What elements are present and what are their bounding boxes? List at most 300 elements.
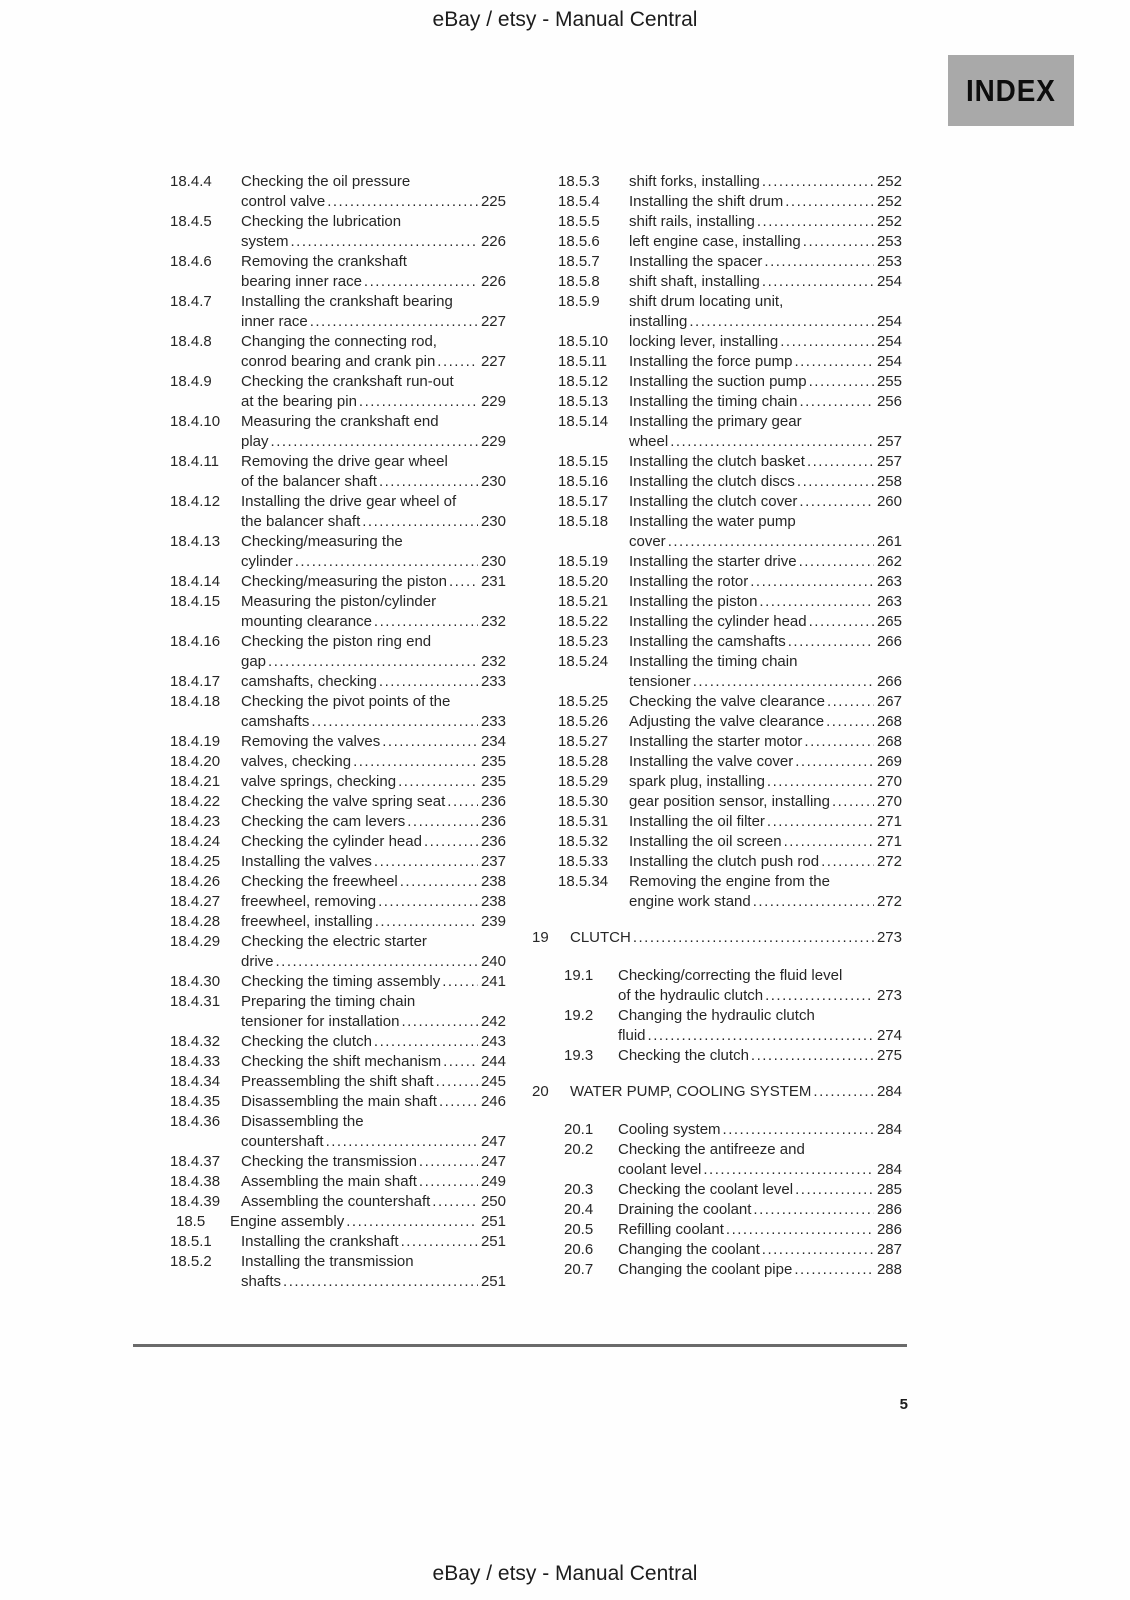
toc-entry-title-line: Checking/measuring the piston: [241, 573, 447, 590]
toc-entry: [558, 612, 902, 632]
dot-leader: [276, 952, 478, 972]
dot-leader: [407, 812, 478, 832]
toc-entry-title-line: Installing the cylinder head: [629, 613, 807, 630]
dot-leader: [809, 612, 874, 632]
toc-entry: [558, 632, 902, 652]
toc-entry-number: 20.6: [564, 1241, 594, 1258]
toc-entry-title: [241, 492, 506, 532]
toc-entry-title-line: Checking/correcting the fluid level: [618, 967, 843, 984]
toc-entry-number: 18.5.29: [558, 773, 609, 790]
toc-entry-page: 252: [876, 213, 902, 230]
dot-leader: [424, 832, 478, 852]
toc-entry-title: [241, 532, 506, 572]
toc-entry-title: [629, 772, 902, 792]
dot-leader: [311, 712, 478, 732]
toc-entry: [558, 332, 902, 352]
dot-leader: [443, 1052, 478, 1072]
toc-entry-title-line: Preassembling the shift shaft: [241, 1073, 434, 1090]
toc-entry: [558, 592, 902, 612]
dot-leader: [785, 192, 874, 212]
toc-entry-number: 18.4.13: [170, 533, 221, 550]
toc-entry: [170, 1052, 506, 1072]
page-footer-title: eBay / etsy - Manual Central: [432, 1562, 698, 1585]
dot-leader: [364, 272, 478, 292]
toc-entry-title-line: Changing the coolant pipe: [618, 1261, 793, 1278]
toc-entry-title: [629, 272, 902, 292]
toc-entry-title: [241, 632, 506, 672]
dot-leader: [633, 928, 874, 948]
toc-entry-title: [241, 1052, 506, 1072]
dot-leader: [401, 1012, 478, 1032]
toc-entry-title-line: Checking the valve spring seat: [241, 793, 446, 810]
toc-entry-title: [241, 1032, 506, 1052]
toc-entry-page: 245: [480, 1073, 506, 1090]
toc-entry-title-line: Installing the timing chain: [629, 653, 798, 670]
toc-entry-title-line: Installing the force pump: [629, 353, 793, 370]
toc-entry-number: 18.5.10: [558, 333, 609, 350]
dot-leader: [449, 572, 478, 592]
toc-entry-number: 18.5.20: [558, 573, 609, 590]
toc-entry-title-line: wheel: [629, 433, 669, 450]
toc-entry-number: 18.5.28: [558, 753, 609, 770]
toc-entry: [558, 1180, 902, 1200]
toc-entry: [558, 372, 902, 392]
toc-entry: [170, 672, 506, 692]
dot-leader: [378, 892, 478, 912]
toc-entry-title-line: fluid: [618, 1027, 646, 1044]
toc-entry-page: 260: [876, 493, 902, 510]
toc-entry: [558, 1140, 902, 1180]
toc-entry-title-line: Checking the piston ring end: [241, 633, 432, 650]
toc-entry: [558, 172, 902, 192]
toc-entry: [558, 852, 902, 872]
toc-entry-title: [629, 832, 902, 852]
toc-entry-page: 254: [876, 353, 902, 370]
toc-entry: [558, 192, 902, 212]
dot-leader: [799, 492, 874, 512]
toc-entry-title: [618, 1260, 902, 1280]
toc-entry-title-line: drive: [241, 953, 274, 970]
toc-entry: [170, 172, 506, 212]
toc-entry-title-line: valve springs, checking: [241, 773, 397, 790]
toc-entry-number: 18.4.6: [170, 253, 212, 270]
toc-entry-title-line: Checking the lubrication: [241, 213, 402, 230]
dot-leader: [419, 1152, 478, 1172]
toc-entry-number: 20.4: [564, 1201, 594, 1218]
toc-entry-number: 20: [532, 1083, 549, 1100]
dot-leader: [803, 232, 874, 252]
toc-entry-title-line: Installing the oil screen: [629, 833, 782, 850]
toc-entry-number: 18.5.32: [558, 833, 609, 850]
toc-entry-page: 261: [876, 533, 902, 550]
toc-entry-page: 230: [480, 513, 506, 530]
toc-entry-title-line: Installing the valve cover: [629, 753, 794, 770]
toc-entry-page: 270: [876, 793, 902, 810]
toc-entry-page: 271: [876, 833, 902, 850]
toc-entry-number: 18.4.30: [170, 973, 221, 990]
toc-entry-title-line: Measuring the crankshaft end: [241, 413, 439, 430]
toc-entry-title: [241, 1252, 506, 1292]
toc-entry-number: 18.4.25: [170, 853, 221, 870]
toc-entry-number: 18.4.26: [170, 873, 221, 890]
toc-entry: [558, 712, 902, 732]
dot-leader: [703, 1160, 874, 1180]
toc-entry-title: [241, 912, 506, 932]
toc-entry-page: 272: [876, 853, 902, 870]
dot-leader: [767, 772, 874, 792]
toc-entry-title-line: Checking the antifreeze and: [618, 1141, 805, 1158]
toc-entry-title-line: Installing the starter drive: [629, 553, 797, 570]
toc-entry-title-line: Disassembling the: [241, 1113, 364, 1130]
toc-entry-page: 239: [480, 913, 506, 930]
toc-entry: [170, 532, 506, 572]
toc-entry-title-line: Installing the timing chain: [629, 393, 798, 410]
toc-entry-page: 238: [480, 873, 506, 890]
toc-entry-page: 233: [480, 673, 506, 690]
toc-entry-title-line: Checking the timing assembly: [241, 973, 441, 990]
toc-entry-number: 18.5.15: [558, 453, 609, 470]
toc-entry: [170, 412, 506, 452]
toc-entry-title-line: shift shaft, installing: [629, 273, 760, 290]
toc-entry: [558, 1240, 902, 1260]
toc-entry-title: [241, 732, 506, 752]
dot-leader: [788, 632, 874, 652]
dot-leader: [780, 332, 874, 352]
toc-entry-page: 251: [480, 1213, 506, 1230]
toc-entry-number: 18.4.37: [170, 1153, 221, 1170]
toc-entry-number: 18.5.30: [558, 793, 609, 810]
toc-entry-title-line: spark plug, installing: [629, 773, 765, 790]
toc-entry-number: 18.5.19: [558, 553, 609, 570]
toc-entry-number: 18.4.10: [170, 413, 221, 430]
toc-entry: [170, 1192, 506, 1212]
dot-leader: [432, 1192, 478, 1212]
toc-entry-number: 19: [532, 929, 549, 946]
toc-entry-page: 286: [876, 1221, 902, 1238]
toc-entry-page: 247: [480, 1153, 506, 1170]
dot-leader: [764, 252, 874, 272]
toc-entry: [170, 632, 506, 672]
dot-leader: [797, 472, 874, 492]
toc-entry-page: 271: [876, 813, 902, 830]
toc-entry-page: 255: [876, 373, 902, 390]
toc-entry: [558, 292, 902, 332]
toc-entry-title-line: shafts: [241, 1273, 282, 1290]
toc-entry-title: [241, 772, 506, 792]
dot-leader: [753, 892, 874, 912]
index-tab-label: INDEX: [966, 72, 1056, 108]
toc-entry-page: 229: [480, 393, 506, 410]
toc-entry-number: 18.4.21: [170, 773, 221, 790]
toc-entry: [170, 692, 506, 732]
toc-entry-number: 19.1: [564, 967, 594, 984]
toc-entry-page: 226: [480, 273, 506, 290]
dot-leader: [439, 1092, 478, 1112]
toc-entry-page: 265: [876, 613, 902, 630]
toc-entry-page: 231: [480, 573, 506, 590]
dot-leader: [693, 672, 874, 692]
dot-leader: [795, 752, 874, 772]
dot-leader: [382, 732, 478, 752]
toc-entry-page: 284: [876, 1083, 902, 1100]
toc-entry-title: [241, 212, 506, 252]
toc-entry-title: [629, 812, 902, 832]
toc-entry-page: 225: [480, 193, 506, 210]
toc-entry: [558, 572, 902, 592]
toc-entry-page: 234: [480, 733, 506, 750]
toc-entry-title: [629, 512, 902, 552]
dot-leader: [374, 1032, 478, 1052]
dot-leader: [807, 452, 874, 472]
toc-entry-title: [629, 212, 902, 232]
toc-entry: [170, 1152, 506, 1172]
toc-entry-title-line: Installing the rotor: [629, 573, 749, 590]
toc-entry: [170, 1032, 506, 1052]
toc-entry-title-line: play: [241, 433, 269, 450]
toc-entry-page: 251: [480, 1233, 506, 1250]
toc-entry-title-line: Checking the clutch: [241, 1033, 372, 1050]
toc-entry-page: 284: [876, 1161, 902, 1178]
dot-leader: [327, 192, 478, 212]
toc-entry-title: [241, 452, 506, 492]
toc-entry: [170, 1172, 506, 1192]
toc-entry-title-line: countershaft: [241, 1133, 324, 1150]
dot-leader: [346, 1212, 478, 1232]
toc-entry-page: 250: [480, 1193, 506, 1210]
toc-entry-number: 18.4.8: [170, 333, 212, 350]
toc-entry-page: 235: [480, 773, 506, 790]
toc-entry: [558, 412, 902, 452]
toc-entry-page: 236: [480, 793, 506, 810]
dot-leader: [295, 552, 478, 572]
toc-chapter-entry: [532, 928, 902, 948]
toc-entry: [558, 232, 902, 252]
toc-entry-title: [629, 572, 902, 592]
toc-entry: [170, 732, 506, 752]
dot-leader: [291, 232, 478, 252]
toc-entry-title-line: cylinder: [241, 553, 293, 570]
toc-entry-title: [629, 452, 902, 472]
toc-entry-number: 20.2: [564, 1141, 594, 1158]
toc-entry-number: 18.4.34: [170, 1073, 221, 1090]
toc-entry-page: 263: [876, 593, 902, 610]
toc-entry-title-line: valves, checking: [241, 753, 352, 770]
toc-entry-page: 288: [876, 1261, 902, 1278]
toc-entry-title-line: Installing the spacer: [629, 253, 763, 270]
toc-entry-title-line: Removing the valves: [241, 733, 381, 750]
dot-leader: [268, 652, 478, 672]
toc-entry: [558, 452, 902, 472]
dot-leader: [401, 1232, 478, 1252]
toc-entry-number: 18.4.23: [170, 813, 221, 830]
toc-entry: [558, 392, 902, 412]
toc-entry: [558, 552, 902, 572]
toc-entry: [170, 1252, 506, 1292]
toc-entry-title-line: Assembling the main shaft: [241, 1173, 417, 1190]
toc-entry-number: 18.4.31: [170, 993, 221, 1010]
toc-right-column: [532, 172, 902, 1280]
toc-entry-title-line: gear position sensor, installing: [629, 793, 830, 810]
toc-entry-number: 18.4.22: [170, 793, 221, 810]
toc-entry-page: 238: [480, 893, 506, 910]
toc-entry-number: 18.5.33: [558, 853, 609, 870]
toc-entry-title-line: Changing the coolant: [618, 1241, 760, 1258]
toc-entry: [558, 772, 902, 792]
toc-entry-title-line: Checking the clutch: [618, 1047, 749, 1064]
toc-entry-page: 243: [480, 1033, 506, 1050]
toc-entry-page: 273: [876, 987, 902, 1004]
dot-leader: [374, 612, 478, 632]
toc-entry: [558, 1006, 902, 1046]
toc-entry-title: [241, 892, 506, 912]
toc-entry-title: [629, 252, 902, 272]
toc-entry-page: 249: [480, 1173, 506, 1190]
dot-leader: [648, 1026, 874, 1046]
dot-leader: [762, 1240, 874, 1260]
toc-entry-title-line: Installing the transmission: [241, 1253, 414, 1270]
toc-entry-title: [618, 1046, 902, 1066]
toc-entry-page: 262: [876, 553, 902, 570]
toc-entry-title-line: engine work stand: [629, 893, 751, 910]
toc-entry-title: [241, 1232, 506, 1252]
toc-entry-title-line: Cooling system: [618, 1121, 721, 1138]
toc-entry-number: 18.4.38: [170, 1173, 221, 1190]
toc-entry-title: [629, 552, 902, 572]
toc-entry-page: 230: [480, 473, 506, 490]
toc-entry-title: [618, 966, 902, 1006]
toc-entry-title: [618, 1240, 902, 1260]
toc-entry-title: [629, 652, 902, 692]
toc-entry-number: 18.5.25: [558, 693, 609, 710]
toc-entry-number: 18.5.24: [558, 653, 609, 670]
toc-entry-page: 257: [876, 433, 902, 450]
toc-entry-number: 18.4.11: [170, 453, 219, 470]
toc-entry-page: 242: [480, 1013, 506, 1030]
toc-entry-title: [629, 392, 902, 412]
toc-entry-number: 18.4.32: [170, 1033, 221, 1050]
toc-entry-page: 257: [876, 453, 902, 470]
toc-entry-title-line: of the hydraulic clutch: [618, 987, 764, 1004]
dot-leader: [765, 986, 874, 1006]
toc-entry: [558, 812, 902, 832]
toc-entry-page: 256: [876, 393, 902, 410]
toc-entry-number: 18.5.8: [558, 273, 600, 290]
toc-entry-title: [629, 232, 902, 252]
toc-entry-number: 20.5: [564, 1221, 594, 1238]
toc-entry-title-line: installing: [629, 313, 688, 330]
toc-entry-number: 18.4.16: [170, 633, 221, 650]
toc-entry: [170, 1112, 506, 1152]
toc-entry-number: 18.4.9: [170, 373, 212, 390]
toc-entry-number: 18.4.20: [170, 753, 221, 770]
toc-entry-title-line: left engine case, installing: [629, 233, 801, 250]
toc-entry-number: 18.4.27: [170, 893, 221, 910]
toc-entry-title-line: Checking the electric starter: [241, 933, 427, 950]
toc-entry-title-line: Installing the clutch cover: [629, 493, 798, 510]
toc-entry: [558, 752, 902, 772]
toc-entry-number: 18.4.7: [170, 293, 212, 310]
toc-entry-title-line: Assembling the countershaft: [241, 1193, 431, 1210]
toc-entry-title: [629, 692, 902, 712]
toc-entry-number: 18.5.21: [558, 593, 609, 610]
toc-entry-title-line: Engine assembly: [230, 1213, 345, 1230]
toc-entry: [558, 1260, 902, 1280]
toc-entry-page: 253: [876, 253, 902, 270]
toc-entry-number: 18.5.16: [558, 473, 609, 490]
toc-entry: [558, 512, 902, 552]
toc-entry-number: 18.4.12: [170, 493, 221, 510]
dot-leader: [759, 592, 874, 612]
toc-entry-title-line: Checking the pivot points of the: [241, 693, 451, 710]
toc-entry-title-line: Installing the clutch push rod: [629, 853, 820, 870]
toc-entry-title-line: Installing the piston: [629, 593, 758, 610]
toc-entry-page: 254: [876, 313, 902, 330]
toc-entry-page: 236: [480, 813, 506, 830]
toc-entry-title-line: bearing inner race: [241, 273, 362, 290]
toc-entry-title-line: Refilling coolant: [618, 1221, 724, 1238]
dot-leader: [400, 872, 478, 892]
dot-leader: [784, 832, 874, 852]
toc-entry-title-line: Changing the connecting rod,: [241, 333, 437, 350]
dot-leader: [670, 432, 874, 452]
dot-leader: [751, 1046, 874, 1066]
toc-entry-number: 18.5.2: [170, 1253, 212, 1270]
toc-entry-title: [629, 732, 902, 752]
toc-entry-page: 285: [876, 1181, 902, 1198]
toc-entry-title-line: Measuring the piston/cylinder: [241, 593, 437, 610]
toc-entry: [558, 792, 902, 812]
toc-entry-title: [618, 1200, 902, 1220]
toc-entry-title-line: camshafts: [241, 713, 310, 730]
toc-entry-title: [629, 612, 902, 632]
toc-entry-title: [629, 352, 902, 372]
toc-entry-title-line: freewheel, removing: [241, 893, 377, 910]
toc-entry-page: 254: [876, 273, 902, 290]
toc-entry-page: 258: [876, 473, 902, 490]
toc-entry: [170, 1212, 506, 1232]
toc-entry-title: [241, 252, 506, 292]
toc-entry-title: [241, 872, 506, 892]
dot-leader: [689, 312, 874, 332]
toc-entry-title: [618, 1180, 902, 1200]
toc-entry-title: [241, 372, 506, 412]
toc-entry-title: [570, 928, 902, 948]
toc-entry-title: [241, 332, 506, 372]
toc-entry: [558, 252, 902, 272]
toc-entry-title-line: freewheel, installing: [241, 913, 373, 930]
toc-entry: [170, 292, 506, 332]
toc-entry-number: 18.4.14: [170, 573, 221, 590]
toc-entry-number: 18.5.11: [558, 353, 607, 370]
toc-entry-page: 240: [480, 953, 506, 970]
toc-entry-title-line: Draining the coolant: [618, 1201, 752, 1218]
dot-leader: [804, 732, 874, 752]
toc-entry-title-line: Installing the water pump: [629, 513, 796, 530]
toc-entry-title-line: Installing the crankshaft: [241, 1233, 399, 1250]
dot-leader: [762, 272, 874, 292]
dot-leader: [379, 472, 478, 492]
toc-entry-title: [241, 592, 506, 632]
dot-leader: [362, 512, 478, 532]
toc-entry-title: [241, 1112, 506, 1152]
footer-divider-rule: [133, 1344, 907, 1347]
toc-entry-title-line: mounting clearance: [241, 613, 372, 630]
dot-leader: [799, 392, 874, 412]
toc-entry-title: [629, 172, 902, 192]
toc-entry: [170, 912, 506, 932]
toc-entry: [170, 812, 506, 832]
toc-entry-number: 18.4.18: [170, 693, 221, 710]
